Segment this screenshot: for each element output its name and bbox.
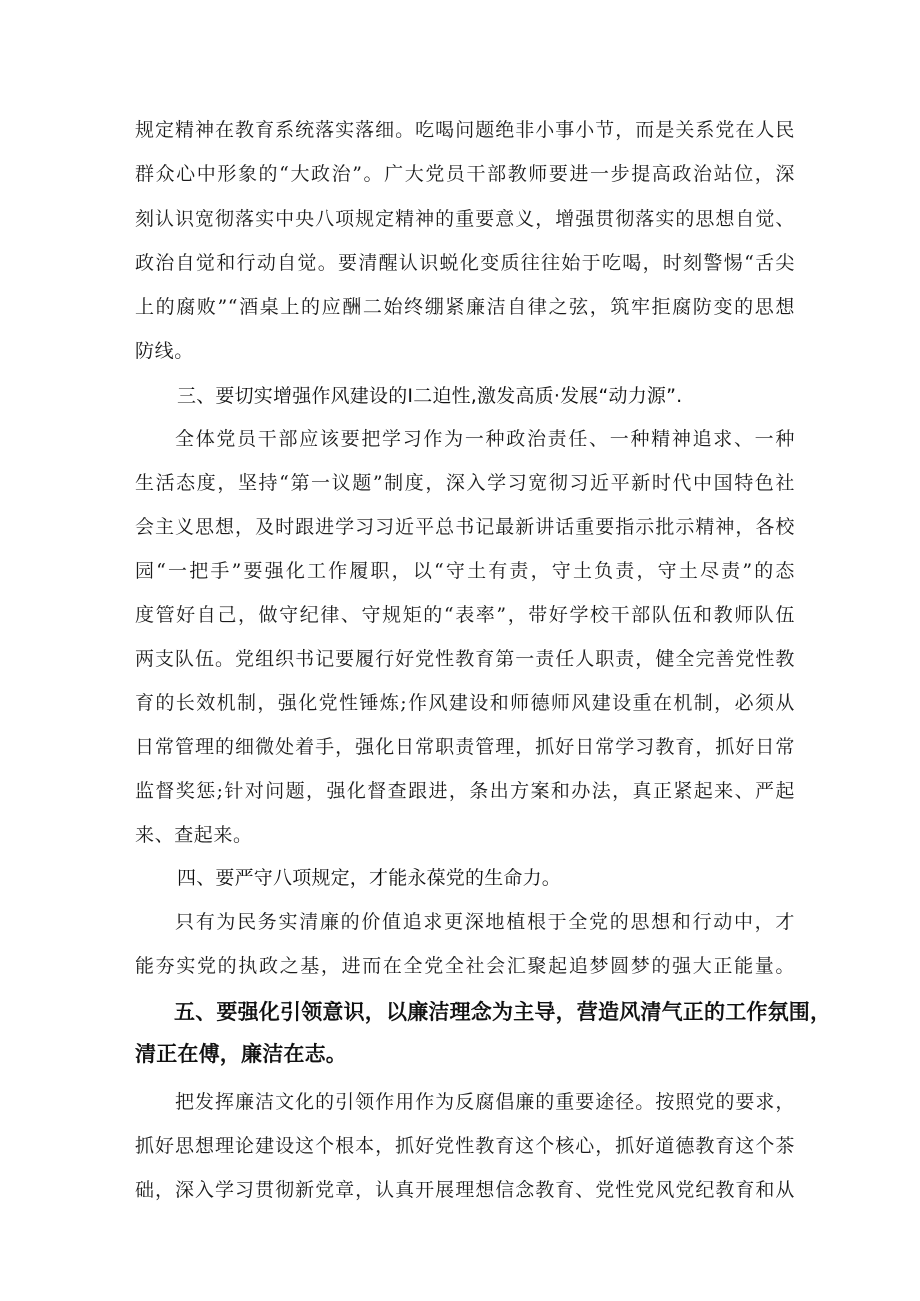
paragraph-line: 把发挥廉洁文化的引领作用作为反腐倡廉的重要途径。按照党的要求， [175,1091,795,1113]
paragraph-line: 群众心中形象的“大政治”。广大党员干部教师要进一步提高政治站位，深 [135,163,795,185]
paragraph-line: 度管好自己，做守纪律、守规矩的“表率”，带好学校干部队伍和教师队伍 [135,604,795,626]
paragraph-line: 础，深入学习贯彻新党章，认真开展理想信念教育、党性党风党纪教育和从 [135,1179,795,1201]
paragraph-line: 日常管理的细微处着手，强化日常职责管理，抓好日常学习教育，抓好日常 [135,736,795,758]
paragraph-line: 上的腐败”“酒桌上的应酬二始终绷紧廉洁自律之弦，筑牢拒腐防变的思想 [135,296,795,318]
paragraph-line: 园“一把手”要强化工作履职，以“守土有责，守土负责，守土尽责”的态 [135,560,795,582]
section-heading-4: 四、要严守八项规定，才能永葆党的生命力。 [177,867,562,889]
section-heading-5-cont: 清正在傅，廉洁在志。 [135,1042,347,1066]
paragraph-line: 政治自觉和行动自觉。要清醒认识蜕化变质往往始于吃喝，时刻警惕“舌尖 [135,252,795,274]
paragraph-line: 两支队伍。党组织书记要履行好党性教育第一责任人职责，健全完善党性教 [135,648,795,670]
paragraph-line: 全体党员干部应该要把学习作为一种政治责任、一种精神追求、一种 [175,428,795,450]
section-heading-3: 三、要切实增强作风建设的I二迫性,激发高质·发展“动力源”. [177,385,683,407]
paragraph-line: 会主义思想，及时跟进学习习近平总书记最新讲话重要指示批示精神，各校 [135,516,795,538]
paragraph-line: 生活态度，坚持“第一议题”制度，深入学习宽彻习近平新时代中国特色社 [135,472,795,494]
paragraph-line: 只有为民务实清廉的价值追求更深地植根于全党的思想和行动中，才 [175,911,795,933]
paragraph-line: 刻认识宽彻落实中央八项规定精神的重要意义，增强贯彻落实的思想自觉、 [135,208,795,230]
paragraph-line: 防线。 [135,340,194,362]
paragraph-line: 抓好思想理论建设这个根本，抓好党性教育这个核心，抓好道德教育这个茶 [135,1135,795,1157]
paragraph-line: 育的长效机制，强化党性锤炼;作风建设和师德师风建设重在机制，必须从 [135,692,795,714]
paragraph-line: 监督奖惩;针对问题，强化督查跟进，条出方案和办法，真正紧起来、严起 [135,780,795,802]
paragraph-line: 能夯实党的执政之基，进而在全党全社会汇聚起追梦圆梦的强大正能量。 [135,955,795,977]
paragraph-line: 规定精神在教育系统落实落细。吃喝问题绝非小事小节，而是关系党在人民 [135,119,795,141]
section-heading-5: 五、要强化引领意识，以廉洁理念为主导，营造风清气正的工作氛围， [174,1000,832,1024]
paragraph-line: 来、查起来。 [135,824,253,846]
